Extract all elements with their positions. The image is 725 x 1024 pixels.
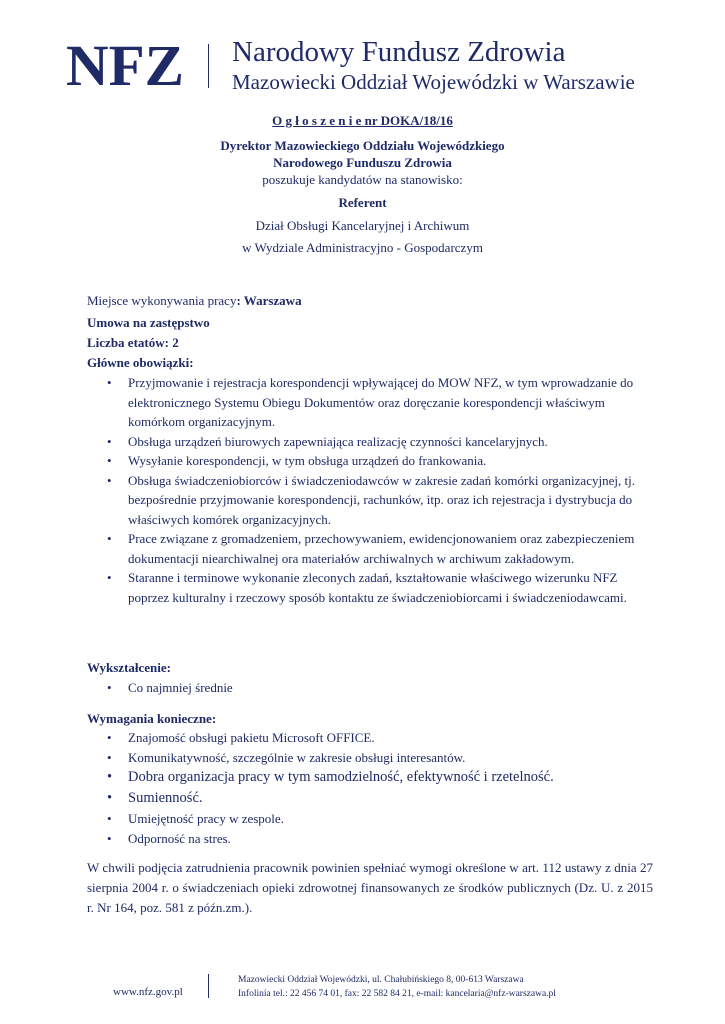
org-name: Narodowy Fundusz Zdrowia [232, 36, 566, 68]
education-heading: Wykształcenie: [87, 660, 171, 675]
education-item: • Co najmniej średnie [87, 678, 647, 698]
footer-divider [208, 974, 209, 998]
nfz-logo-icon [66, 38, 184, 90]
requirement-item: • Sumienność. [87, 788, 647, 809]
legal-requirement-text: W chwili podjęcia zatrudnienia pracownik powinien spełniać wymogi określone w art. 112 ustawy z dnia 27 sierpnia 2004 r. o świadczeniach opieki zdrowotnej finansowanych ze środków publicznych (Dz. U. z 2015 r. Nr 164, poz. 581 z późn.zm.). [87, 860, 653, 915]
workplace-value: : Warszawa [236, 293, 302, 308]
org-branch: Mazowiecki Oddział Wojewódzki w Warszawie [232, 70, 635, 94]
requirements-list [87, 728, 647, 848]
contract-type: Umowa na zastępstwo [87, 315, 210, 330]
footer-address: Mazowiecki Oddział Wojewódzki, ul. Chałubińskiego 8, 00-613 Warszawa [238, 975, 524, 985]
logo-text: NFZ [66, 38, 184, 90]
footer-website-link[interactable]: www.nfz.gov.pl [113, 986, 183, 998]
division-name: w Wydziale Administracyjno - Gospodarczym [242, 240, 483, 255]
positions-count: Liczba etatów: 2 [87, 335, 179, 350]
footer-contact: Infolinia tel.: 22 456 74 01, fax: 22 582 84 21, e-mail: kancelaria@nfz-warszawa.pl [238, 989, 556, 999]
requirement-item: • Umiejętność pracy w zespole. [87, 809, 647, 829]
duty-item: • Prace związane z gromadzeniem, przechowywaniem, ewidencjonowaniem oraz zabezpieczeniem dokumentacji niearchiwalnej ora materiałów archiwalnych w archiwum zakładowym. [87, 529, 647, 568]
header-divider [208, 44, 209, 88]
position-title: Referent [338, 195, 387, 210]
duty-item: • Obsługa świadczeniobiorców i świadczeniodawców w zakresie zadań komórki organizacyjnej, tj. bezpośrednie przyjmowanie korespondencji, rachunków, itp. oraz ich rejestracja i dystrybucja do właściwych komórek organizacyjnych. [87, 471, 647, 530]
education-list [87, 678, 647, 698]
director-line-2: Narodowego Funduszu Zdrowia [273, 155, 452, 170]
director-line-1: Dyrektor Mazowieckiego Oddziału Wojewódzkiego [220, 138, 505, 153]
duty-item: • Obsługa urządzeń biurowych zapewniająca realizację czynności kancelaryjnych. [87, 432, 647, 452]
requirement-item: • Odporność na stres. [87, 829, 647, 849]
workplace-line [87, 292, 302, 310]
duties-heading: Główne obowiązki: [87, 355, 194, 370]
duty-item: • Staranne i terminowe wykonanie zleconych zadań, kształtowanie właściwego wizerunku NFZ poprzez kulturalny i rzeczowy sposób kontaktu ze świadczeniobiorcami i świadczeniodawcami. [87, 568, 647, 607]
duties-list [87, 373, 647, 607]
duty-item: • Przyjmowanie i rejestracja korespondencji wpływającej do MOW NFZ, w tym wprowadzanie do elektronicznego Systemu Obiegu Dokumentów oraz doręczanie korespondencji właściwym komórkom organizacyjnym. [87, 373, 647, 432]
department-name: Dział Obsługi Kancelaryjnej i Archiwum [255, 218, 470, 233]
seeking-text: poszukuje kandydatów na stanowisko: [262, 172, 463, 187]
announcement-title: O g ł o s z e n i e nr DOKA/18/16 [272, 113, 453, 128]
requirement-item: • Komunikatywność, szczególnie w zakresie obsługi interesantów. [87, 748, 647, 768]
requirements-heading: Wymagania konieczne: [87, 711, 217, 726]
requirement-item: • Dobra organizacja pracy w tym samodzielność, efektywność i rzetelność. [87, 767, 647, 788]
workplace-label: Miejsce wykonywania pracy [87, 293, 237, 308]
requirement-item: • Znajomość obsługi pakietu Microsoft OFFICE. [87, 728, 647, 748]
duty-item: • Wysyłanie korespondencji, w tym obsługa urządzeń do frankowania. [87, 451, 647, 471]
